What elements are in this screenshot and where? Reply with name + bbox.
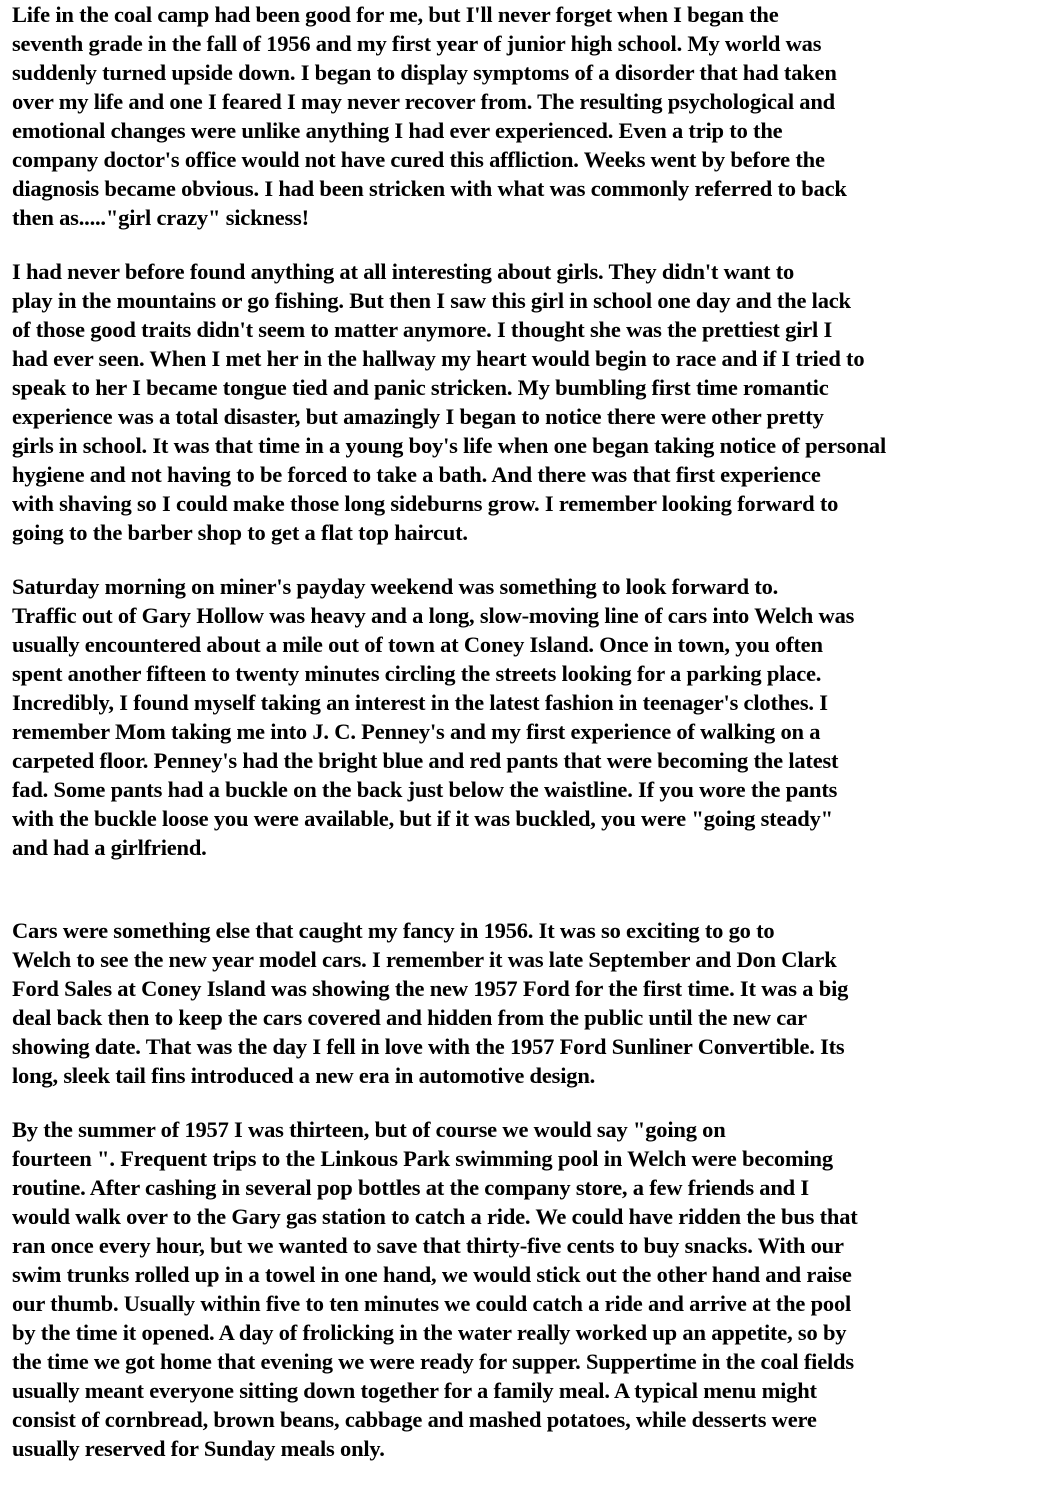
paragraph-cars	[12, 916, 1052, 1090]
text-line: deal back then to keep the cars covered and hidden from the public until the new car	[12, 1005, 807, 1030]
text-line: fad. Some pants had a buckle on the back just below the waistline. If you wore the pants	[12, 777, 838, 802]
text-line: would walk over to the Gary gas station to catch a ride. We could have ridden the bus that	[12, 1204, 858, 1229]
text-line: Cars were something else that caught my fancy in 1956. It was so exciting to go to	[12, 918, 775, 943]
text-line: seventh grade in the fall of 1956 and my first year of junior high school. My world was	[12, 31, 822, 56]
text-line: our thumb. Usually within five to ten minutes we could catch a ride and arrive at the pool	[12, 1291, 852, 1316]
text-line: fourteen ". Frequent trips to the Linkous Park swimming pool in Welch were becoming	[12, 1146, 833, 1171]
text-line: girls in school. It was that time in a young boy's life when one began taking notice of personal	[12, 433, 886, 458]
document-body	[12, 0, 1052, 1463]
text-line: experience was a total disaster, but amazingly I began to notice there were other pretty	[12, 404, 824, 429]
text-line: Traffic out of Gary Hollow was heavy and a long, slow-moving line of cars into Welch was	[12, 603, 855, 628]
text-line: speak to her I became tongue tied and panic stricken. My bumbling first time romantic	[12, 375, 829, 400]
text-line: swim trunks rolled up in a towel in one hand, we would stick out the other hand and raise	[12, 1262, 852, 1287]
paragraph-payday	[12, 572, 1052, 862]
text-line: By the summer of 1957 I was thirteen, but of course we would say "going on	[12, 1117, 726, 1142]
paragraph-summer	[12, 1115, 1052, 1463]
paragraph-spacer	[12, 547, 1052, 572]
text-line: by the time it opened. A day of frolicking in the water really worked up an appetite, so by	[12, 1320, 847, 1345]
text-line: with the buckle loose you were available, but if it was buckled, you were "going steady"	[12, 806, 833, 831]
text-line: long, sleek tail fins introduced a new era in automotive design.	[12, 1063, 596, 1088]
text-line: with shaving so I could make those long sideburns grow. I remember looking forward to	[12, 491, 839, 516]
text-line: of those good traits didn't seem to matter anymore. I thought she was the prettiest girl I	[12, 317, 833, 342]
text-line: suddenly turned upside down. I began to display symptoms of a disorder that had taken	[12, 60, 837, 85]
paragraph-spacer	[12, 232, 1052, 257]
text-line: showing date. That was the day I fell in love with the 1957 Ford Sunliner Convertible. Its	[12, 1034, 845, 1059]
text-line: usually encountered about a mile out of town at Coney Island. Once in town, you often	[12, 632, 823, 657]
text-line: Ford Sales at Coney Island was showing the new 1957 Ford for the first time. It was a big	[12, 976, 849, 1001]
text-line: emotional changes were unlike anything I had ever experienced. Even a trip to the	[12, 118, 783, 143]
text-line: ran once every hour, but we wanted to save that thirty-five cents to buy snacks. With our	[12, 1233, 844, 1258]
paragraph-spacer	[12, 1090, 1052, 1115]
text-line: Saturday morning on miner's payday weekend was something to look forward to.	[12, 574, 779, 599]
text-line: and had a girlfriend.	[12, 835, 207, 860]
paragraph-spacer	[12, 862, 1052, 916]
text-line: then as....."girl crazy" sickness!	[12, 205, 309, 230]
text-line: spent another fifteen to twenty minutes circling the streets looking for a parking place.	[12, 661, 822, 686]
paragraph-girls	[12, 257, 1052, 547]
text-line: I had never before found anything at all interesting about girls. They didn't want to	[12, 259, 795, 284]
text-line: routine. After cashing in several pop bottles at the company store, a few friends and I	[12, 1175, 809, 1200]
text-line: Life in the coal camp had been good for me, but I'll never forget when I began the	[12, 2, 779, 27]
text-line: the time we got home that evening we were ready for supper. Suppertime in the coal fields	[12, 1349, 854, 1374]
text-line: remember Mom taking me into J. C. Penney's and my first experience of walking on a	[12, 719, 821, 744]
paragraph-coal-camp	[12, 0, 1052, 232]
text-line: company doctor's office would not have cured this affliction. Weeks went by before the	[12, 147, 825, 172]
text-line: over my life and one I feared I may never recover from. The resulting psychological and	[12, 89, 835, 114]
text-line: play in the mountains or go fishing. But then I saw this girl in school one day and the lack	[12, 288, 851, 313]
text-line: consist of cornbread, brown beans, cabbage and mashed potatoes, while desserts were	[12, 1407, 817, 1432]
text-line: carpeted floor. Penney's had the bright blue and red pants that were becoming the latest	[12, 748, 839, 773]
text-line: Welch to see the new year model cars. I remember it was late September and Don Clark	[12, 947, 837, 972]
text-line: had ever seen. When I met her in the hallway my heart would begin to race and if I tried to	[12, 346, 865, 371]
text-line: Incredibly, I found myself taking an interest in the latest fashion in teenager's clothes. I	[12, 690, 828, 715]
text-line: hygiene and not having to be forced to take a bath. And there was that first experience	[12, 462, 821, 487]
text-line: diagnosis became obvious. I had been stricken with what was commonly referred to back	[12, 176, 847, 201]
text-line: going to the barber shop to get a flat top haircut.	[12, 520, 468, 545]
text-line: usually meant everyone sitting down together for a family meal. A typical menu might	[12, 1378, 817, 1403]
text-line: usually reserved for Sunday meals only.	[12, 1436, 385, 1461]
